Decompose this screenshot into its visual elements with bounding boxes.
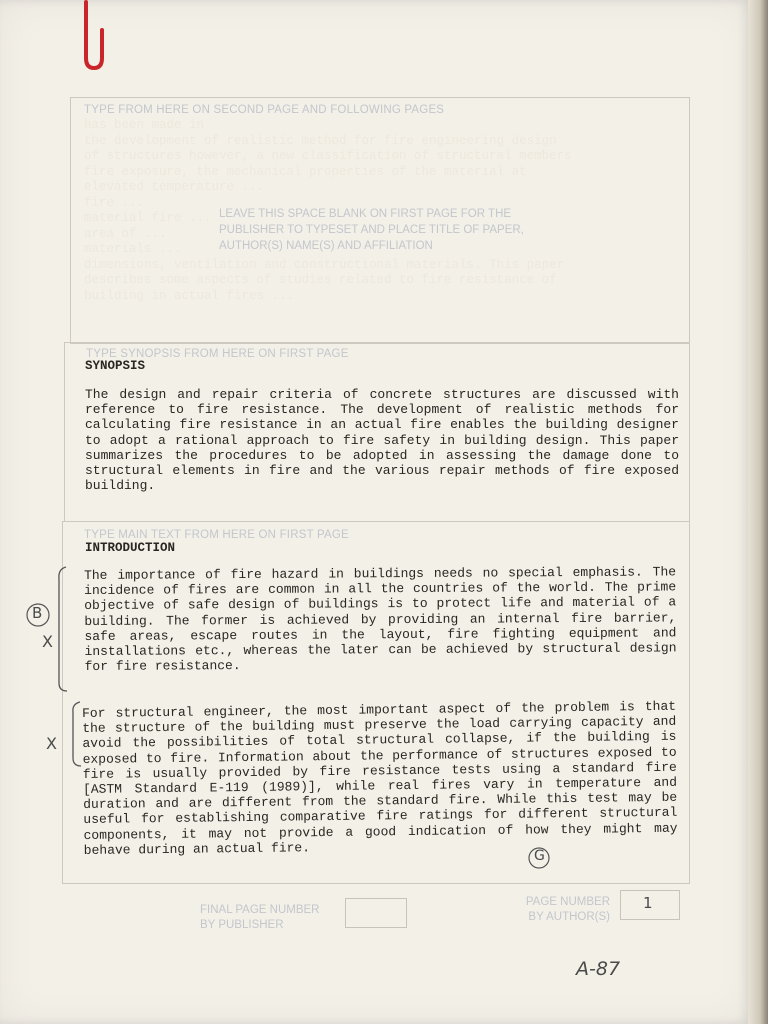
margin-bracket-icon xyxy=(68,700,82,768)
guide-leave-blank xyxy=(219,206,524,254)
guide-leave-blank-line: LEAVE THIS SPACE BLANK ON FIRST PAGE FOR THE xyxy=(219,208,512,220)
author-page-number-label-line: PAGE NUMBER xyxy=(525,896,610,908)
introduction-heading: INTRODUCTION xyxy=(85,541,176,555)
margin-x-mark: X xyxy=(46,734,57,753)
author-page-number-label xyxy=(518,895,610,925)
guide-type-from-here: TYPE FROM HERE ON SECOND PAGE AND FOLLOWING PAGES xyxy=(84,104,445,116)
author-page-number-label-line: BY AUTHOR(S) xyxy=(528,911,610,923)
end-mark-letter: G xyxy=(534,848,545,864)
synopsis-heading: SYNOPSIS xyxy=(85,359,146,373)
final-page-number-label xyxy=(200,903,320,933)
margin-letter-b: B xyxy=(32,604,43,622)
page-number-value: 1 xyxy=(643,894,653,912)
synopsis-text: The design and repair criteria of concrete structures are discussed with reference to fire resistance. The development of realistic methods for calculating fire resistance in an actual fire enables the building designer to adopt a rational approach to fire safety in building design. This paper summarizes the procedures to be adopted in assessing the damage done to structural elements in fire and the various repair methods of fire exposed building. xyxy=(85,387,679,494)
guide-main-text: TYPE MAIN TEXT FROM HERE ON FIRST PAGE xyxy=(84,529,349,541)
final-page-number-label-line: BY PUBLISHER xyxy=(200,919,284,931)
page-edge xyxy=(748,0,768,1024)
guide-leave-blank-line: AUTHOR(S) NAME(S) AND AFFILIATION xyxy=(219,240,433,252)
bleed-through-text: has been made in the development of realistic method for fire engineering design of structures however, a new classification of structural members fire exposure, the mechanical properties of the material at elevated temperature ... fire ... material fire ... area of ... materials ... dimensions, ventilation and constructional materials. This paper describes some aspects of studies related to fire resistance of building in actual fires ... xyxy=(84,118,572,303)
margin-x-mark: X xyxy=(42,632,53,651)
introduction-paragraph-2: For structural engineer, the most important aspect of the problem is that the structure of the building must preserve the load carrying capacity and avoid the possibilities of total structural collapse, if the building is exposed to fire. Information about the performance of structures exposed to fire is usually provided by fire resistance tests using a standard fire [ASTM Standard E-119 (1989)], while real fires vary in temperature and duration and are different from the standard fire. While this test may be useful for establishing comparative fire ratings for different structural components, it may not provide a good indication of how they might may behave during an actual fire. xyxy=(82,698,678,858)
introduction-paragraph-1: The importance of fire hazard in buildings needs no special emphasis. The incidence of fires are common in all the countries of the world. The prime objective of safe design of buildings is to protect life and material of a building. The former is achieved by providing an internal fire barrier, safe areas, escape routes in the layout, fire fighting equipment and installations etc., whereas the later can be achieved by structural design for fire resistance. xyxy=(84,564,677,675)
paper-clip-icon xyxy=(80,0,106,72)
margin-bracket-icon xyxy=(54,565,68,693)
final-page-number-label-line: FINAL PAGE NUMBER xyxy=(200,904,320,916)
final-page-number-box xyxy=(345,898,407,928)
author-page-number-box xyxy=(620,890,680,920)
guide-synopsis: TYPE SYNOPSIS FROM HERE ON FIRST PAGE xyxy=(86,348,349,360)
page-reference-note: A-87 xyxy=(576,958,621,980)
guide-leave-blank-line: PUBLISHER TO TYPESET AND PLACE TITLE OF PAPER, xyxy=(219,224,524,236)
